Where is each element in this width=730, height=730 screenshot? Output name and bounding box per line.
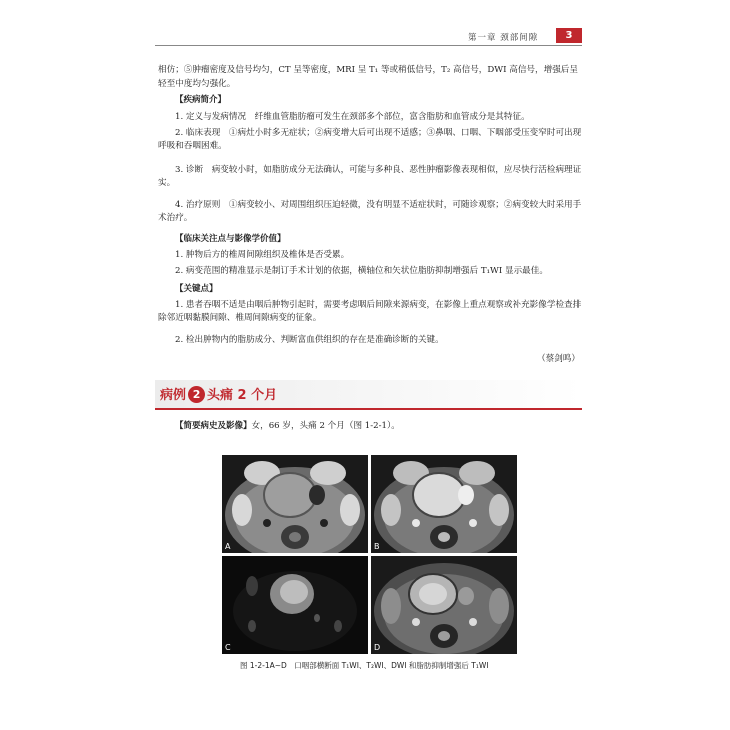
case-title	[160, 384, 277, 403]
clinical-item-1: 1. 肿物后方的椎周间隙组织及椎体是否受累。	[175, 250, 350, 260]
case-prefix: 病例	[160, 388, 187, 403]
intro-line-2: 轻至中度均匀强化。	[158, 79, 236, 89]
disease-item-4: 4. 治疗原则 ①病变较小、对周围组织压迫轻微，没有明显不适症状时，可随诊观察；②病变较大时采用手术治疗。	[158, 200, 582, 223]
case-history-label: 【简要病史及影像】	[175, 421, 252, 431]
keypoint-item-2: 2. 检出肿物内的脂肪成分、判断富血供组织的存在是准确诊断的关键。	[175, 335, 444, 345]
section-title-clinical: 【临床关注点与影像学价值】	[175, 234, 286, 244]
section-title-keypoints: 【关键点】	[175, 284, 218, 294]
chapter-title: 第一章 颈部间隙	[468, 33, 539, 43]
keypoint-item-1: 1. 患者吞咽不适是由咽后肿物引起时，需要考虑咽后间隙来源病变，在影像上重点观察或补充影像学检查排除邻近咽黏膜间隙、椎周间隙病变的征象。	[158, 300, 582, 323]
mri-panel-c	[222, 556, 368, 654]
panel-label-b: B	[374, 542, 380, 551]
mri-panel-a	[222, 455, 368, 553]
panel-label-d: D	[374, 643, 381, 652]
author-signature: （蔡剑鸣）	[537, 354, 580, 364]
disease-item-3: 3. 诊断 病变较小时，如脂肪成分无法确认，可能与多种良、恶性肿瘤影像表现相似，应尽快行活检病理证实。	[158, 165, 582, 188]
panel-label-a: A	[225, 542, 231, 551]
figure-caption: 图 1-2-1A~D 口咽部横断面 T₁WI、T₂WI、DWI 和脂肪抑制增强后 T₁WI	[240, 661, 489, 670]
case-header-bar	[155, 408, 582, 410]
intro-line-1: 相仿；⑤肿瘤密度及信号均匀，CT 呈等密度，MRI 呈 T₁ 等或稍低信号，T₂ 高信号，DWI 高信号，增强后呈	[158, 65, 578, 75]
clinical-item-2: 2. 病变范围的精准显示是制订手术计划的依据，横轴位和矢状位脂肪抑制增强后 T₁WI 显示最佳。	[175, 266, 548, 276]
disease-item-1: 1. 定义与发病情况 纤维血管脂肪瘤可发生在颈部多个部位，富含脂肪和血管成分是其特征。	[175, 112, 530, 122]
case-number-badge: 2	[188, 386, 205, 403]
mri-panel-b	[371, 455, 517, 553]
case-title-text: 头痛 2 个月	[207, 388, 278, 403]
case-history-text: 女，66 岁，头痛 2 个月（图 1-2-1）。	[251, 421, 400, 431]
page-number: 3	[556, 28, 582, 43]
disease-item-2: 2. 临床表现 ①病灶小时多无症状；②病变增大后可出现不适感；③鼻咽、口咽、下咽部受压变窄时可出现呼吸和吞咽困难。	[158, 128, 582, 151]
header-rule	[155, 45, 582, 46]
mri-panel-d	[371, 556, 517, 654]
section-title-disease: 【疾病简介】	[175, 95, 227, 105]
case-history	[175, 420, 599, 433]
panel-label-c: C	[225, 643, 231, 652]
